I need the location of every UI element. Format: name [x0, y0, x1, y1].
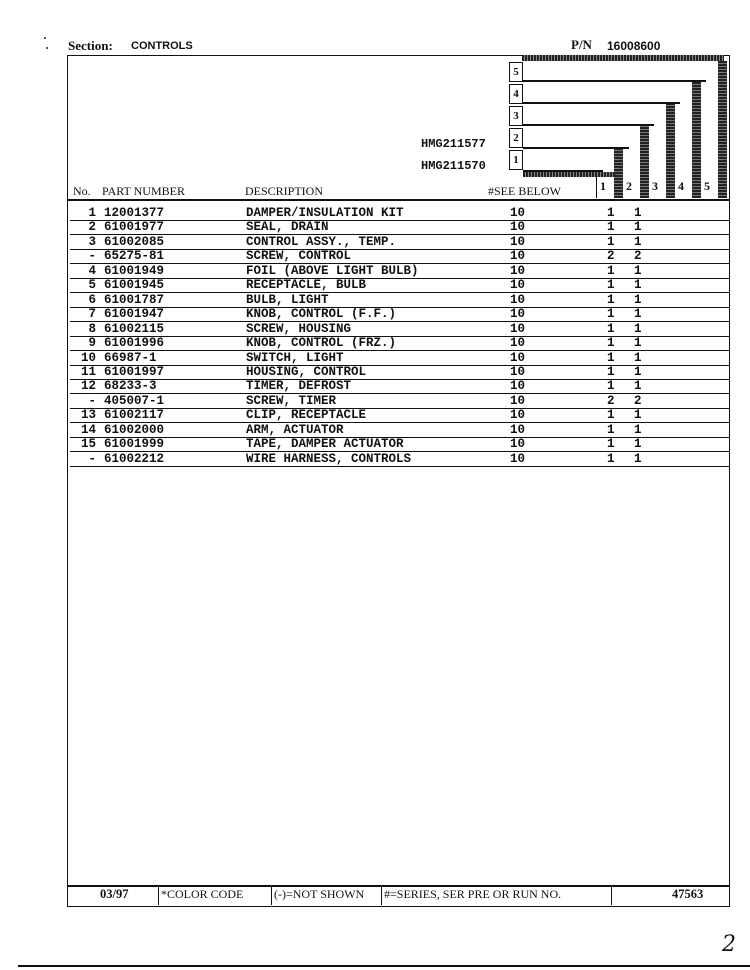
- row-series: 10: [510, 365, 526, 379]
- row-description: DAMPER/INSULATION KIT: [246, 206, 404, 220]
- row-rule: [70, 321, 730, 322]
- row-part-number: 61001787: [104, 293, 165, 307]
- row-part-number: 61001977: [104, 220, 165, 234]
- footer-color-code: *COLOR CODE: [161, 887, 244, 901]
- row-description: FOIL (ABOVE LIGHT BULB): [246, 264, 419, 278]
- page-mark: 2: [722, 932, 736, 957]
- row-qty-1: 1: [607, 235, 615, 249]
- section-value: CONTROLS: [131, 40, 193, 52]
- row-series: 10: [510, 307, 526, 321]
- model-slot-2: 2: [509, 128, 523, 148]
- row-qty-2: 2: [634, 394, 642, 408]
- row-item-no: -: [88, 452, 96, 466]
- row-qty-1: 1: [607, 322, 615, 336]
- row-item-no: 15: [80, 437, 96, 451]
- row-part-number: 65275-81: [104, 249, 165, 263]
- row-qty-1: 2: [607, 249, 615, 263]
- header-rule: [67, 199, 730, 201]
- row-item-no: 5: [88, 278, 96, 292]
- row-series: 10: [510, 379, 526, 393]
- row-series: 10: [510, 249, 526, 263]
- row-rule: [70, 466, 730, 467]
- row-series: 10: [510, 408, 526, 422]
- row-part-number: 61002000: [104, 423, 165, 437]
- row-description: ARM, ACTUATOR: [246, 423, 344, 437]
- row-rule: [70, 350, 730, 351]
- row-qty-2: 1: [634, 206, 642, 220]
- row-rule: [70, 365, 730, 366]
- footer-not-shown: (-)=NOT SHOWN: [274, 887, 365, 901]
- row-item-no: 2: [88, 220, 96, 234]
- page-bottom-rule: [18, 965, 750, 967]
- qty-column-header-boxes: [596, 176, 730, 198]
- row-qty-2: 1: [634, 307, 642, 321]
- row-description: WIRE HARNESS, CONTROLS: [246, 452, 412, 466]
- row-description: KNOB, CONTROL (F.F.): [246, 307, 397, 321]
- row-qty-1: 1: [607, 307, 615, 321]
- model-slot-4: 4: [509, 84, 523, 104]
- row-item-no: 4: [88, 264, 96, 278]
- qty-col-1: 1: [600, 179, 606, 193]
- row-rule: [70, 234, 730, 235]
- row-series: 10: [510, 452, 526, 466]
- row-description: SEAL, DRAIN: [246, 220, 329, 234]
- row-description: TIMER, DEFROST: [246, 379, 352, 393]
- row-qty-2: 1: [634, 322, 642, 336]
- row-description: BULB, LIGHT: [246, 293, 329, 307]
- row-description: CLIP, RECEPTACLE: [246, 408, 367, 422]
- row-item-no: 3: [88, 235, 96, 249]
- row-series: 10: [510, 264, 526, 278]
- row-qty-2: 1: [634, 365, 642, 379]
- row-item-no: -: [88, 394, 96, 408]
- qty-col-2: 2: [626, 179, 632, 193]
- row-rule: [70, 393, 730, 394]
- model-slot-5: 5: [509, 62, 523, 82]
- row-series: 10: [510, 235, 526, 249]
- footer-divider: [611, 887, 612, 905]
- row-series: 10: [510, 351, 526, 365]
- row-item-no: 12: [80, 379, 96, 393]
- row-part-number: 405007-1: [104, 394, 165, 408]
- row-series: 10: [510, 220, 526, 234]
- model-number-1: HMG211570: [421, 159, 486, 173]
- row-rule: [70, 307, 730, 308]
- section-label: Section:: [68, 38, 113, 53]
- row-qty-2: 1: [634, 293, 642, 307]
- col-header-part-number: PART NUMBER: [102, 184, 185, 198]
- row-qty-2: 1: [634, 220, 642, 234]
- scan-speck: [46, 47, 48, 49]
- col-header-description: DESCRIPTION: [245, 184, 324, 198]
- row-qty-1: 2: [607, 394, 615, 408]
- row-part-number: 61002212: [104, 452, 165, 466]
- row-item-no: 7: [88, 307, 96, 321]
- row-series: 10: [510, 336, 526, 350]
- row-description: TAPE, DAMPER ACTUATOR: [246, 437, 404, 451]
- row-qty-1: 1: [607, 220, 615, 234]
- row-qty-2: 1: [634, 452, 642, 466]
- row-qty-2: 1: [634, 235, 642, 249]
- model-number-2: HMG211577: [421, 137, 486, 151]
- qty-col-3: 3: [652, 179, 658, 193]
- row-qty-1: 1: [607, 379, 615, 393]
- row-item-no: 13: [80, 408, 96, 422]
- row-qty-1: 1: [607, 264, 615, 278]
- row-qty-1: 1: [607, 336, 615, 350]
- row-qty-2: 1: [634, 351, 642, 365]
- stair-line-4: [523, 102, 680, 104]
- row-qty-2: 1: [634, 264, 642, 278]
- row-qty-1: 1: [607, 437, 615, 451]
- row-part-number: 68233-3: [104, 379, 157, 393]
- row-item-no: 11: [80, 365, 96, 379]
- row-part-number: 12001377: [104, 206, 165, 220]
- row-rule: [70, 379, 730, 380]
- row-part-number: 61002085: [104, 235, 165, 249]
- row-series: 10: [510, 437, 526, 451]
- stair-shade-top: [522, 55, 724, 61]
- stair-line-3: [523, 124, 654, 126]
- row-rule: [70, 336, 730, 337]
- footer-doc-number: 47563: [672, 887, 704, 901]
- row-item-no: 9: [88, 336, 96, 350]
- row-item-no: 8: [88, 322, 96, 336]
- row-description: HOUSING, CONTROL: [246, 365, 367, 379]
- row-rule: [70, 278, 730, 279]
- row-description: SCREW, TIMER: [246, 394, 337, 408]
- qty-col-4: 4: [678, 179, 684, 193]
- footer-divider: [158, 887, 159, 905]
- row-qty-2: 1: [634, 379, 642, 393]
- row-series: 10: [510, 293, 526, 307]
- model-slot-1: 1: [509, 150, 523, 170]
- scan-speck: [44, 37, 46, 39]
- row-part-number: 66987-1: [104, 351, 157, 365]
- row-description: SCREW, CONTROL: [246, 249, 352, 263]
- row-qty-1: 1: [607, 365, 615, 379]
- row-series: 10: [510, 394, 526, 408]
- row-series: 10: [510, 322, 526, 336]
- row-description: KNOB, CONTROL (FRZ.): [246, 336, 397, 350]
- row-description: CONTROL ASSY., TEMP.: [246, 235, 397, 249]
- row-qty-1: 1: [607, 206, 615, 220]
- row-description: SCREW, HOUSING: [246, 322, 352, 336]
- model-slot-3: 3: [509, 106, 523, 126]
- row-rule: [70, 422, 730, 423]
- row-series: 10: [510, 278, 526, 292]
- row-description: RECEPTACLE, BULB: [246, 278, 367, 292]
- row-qty-1: 1: [607, 408, 615, 422]
- row-qty-1: 1: [607, 351, 615, 365]
- row-rule: [70, 292, 730, 293]
- row-qty-1: 1: [607, 452, 615, 466]
- row-rule: [70, 408, 730, 409]
- footer-divider: [381, 887, 382, 905]
- pn-label: P/N: [571, 37, 592, 52]
- row-item-no: 10: [80, 351, 96, 365]
- footer-date: 03/97: [100, 887, 129, 901]
- stair-line-5: [523, 80, 706, 82]
- row-part-number: 61001996: [104, 336, 165, 350]
- row-item-no: 14: [80, 423, 96, 437]
- row-qty-2: 1: [634, 408, 642, 422]
- footer-series-note: #=SERIES, SER PRE OR RUN NO.: [384, 887, 562, 901]
- row-part-number: 61001997: [104, 365, 165, 379]
- footer-divider: [271, 887, 272, 905]
- row-part-number: 61001945: [104, 278, 165, 292]
- row-rule: [70, 249, 730, 250]
- row-qty-2: 1: [634, 437, 642, 451]
- row-part-number: 61001949: [104, 264, 165, 278]
- row-qty-2: 1: [634, 278, 642, 292]
- row-item-no: 6: [88, 293, 96, 307]
- col-header-no: No.: [73, 184, 91, 198]
- row-qty-1: 1: [607, 278, 615, 292]
- col-header-see-below: #SEE BELOW: [488, 184, 561, 198]
- row-qty-2: 1: [634, 336, 642, 350]
- row-part-number: 61002115: [104, 322, 165, 336]
- row-part-number: 61001999: [104, 437, 165, 451]
- row-qty-1: 1: [607, 293, 615, 307]
- row-series: 10: [510, 206, 526, 220]
- row-qty-1: 1: [607, 423, 615, 437]
- row-qty-2: 2: [634, 249, 642, 263]
- row-qty-2: 1: [634, 423, 642, 437]
- row-part-number: 61002117: [104, 408, 165, 422]
- row-part-number: 61001947: [104, 307, 165, 321]
- row-description: SWITCH, LIGHT: [246, 351, 344, 365]
- qty-col-5: 5: [704, 179, 710, 193]
- row-rule: [70, 220, 730, 221]
- row-item-no: -: [88, 249, 96, 263]
- row-series: 10: [510, 423, 526, 437]
- row-item-no: 1: [88, 206, 96, 220]
- pn-value: 16008600: [607, 39, 661, 53]
